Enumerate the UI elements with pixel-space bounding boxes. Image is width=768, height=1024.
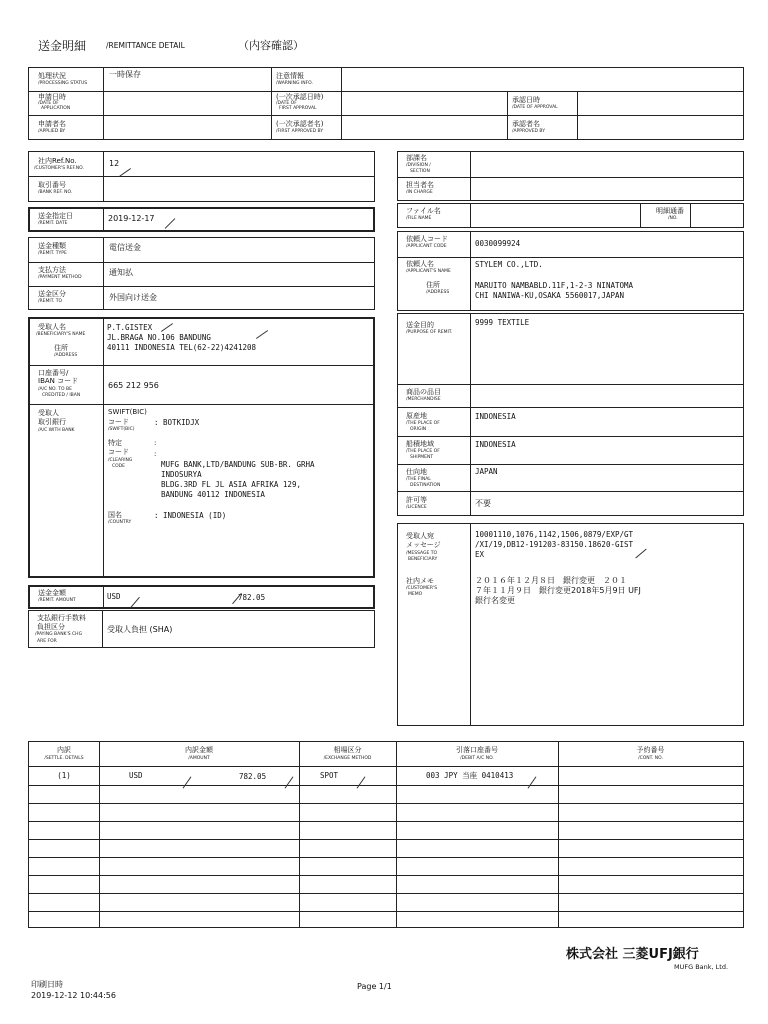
division-label-en2: SECTION [410,169,430,174]
row1-currency: USD [129,771,143,780]
division-label: 部課名 [406,154,427,162]
purpose-label: 送金目的 [406,321,434,329]
date-applied-label-en2: APPLICATION [41,106,71,111]
origin-label-en: /THE PLACE OF [406,421,440,426]
applicant-name-value: STYLEM CO.,LTD. [475,260,543,269]
date-applied-label-en: /DATE OF [38,101,59,106]
applied-by-label-en: /APPLIED BY [38,129,66,134]
row1-debit: 003 JPY 当座 0410413 [426,771,514,780]
file-name-label-en: /FILE NAME [406,216,432,221]
in-charge-label: 担当者名 [406,181,434,189]
purpose-label-en: /PURPOSE OF REMIT. [406,330,453,335]
account-label-en2: CREDITED / IBAN [42,393,81,398]
clearing-label-2: コード [108,448,129,456]
first-approved-by-label: (一次承認者名) [276,120,324,128]
bank-line-1: MUFG BANK,LTD/BANDUNG SUB-BR. GRHA [161,460,315,469]
beneficiary-name-label: 受取人名 [38,323,66,331]
remit-to-value: 外国向け送金 [109,293,157,302]
first-approval-date-label: (一次承認日時) [276,93,324,101]
swift-code-label-en: /SWIFT(BIC) [108,427,135,432]
amount-header-en: /AMOUNT [188,756,210,761]
memo-label-en: /CUSTOMER'S [406,586,438,591]
origin-label: 原産地 [406,412,427,420]
charges-label-2: 負担区分 [37,623,65,631]
first-approval-date-label-en: /DATE OF [276,101,297,106]
row1-detail: (1) [57,771,71,780]
settle-details-header-en: /SETTLE. DETAILS [44,756,84,761]
payment-method-value: 通知払 [109,268,133,277]
warning-info-label: 注意情報 [276,72,304,80]
payment-method-label: 支払方法 [38,266,66,274]
merchandise-label-en: /MERCHANDISE [406,397,441,402]
destination-label-en2: DESTINATION [410,483,441,488]
file-name-label: ファイル名 [406,207,441,215]
division-block [397,151,744,201]
first-approved-by-label-en: /FIRST APPROVED BY [276,129,324,134]
amount-label-en: /REMIT. AMOUNT [38,598,76,603]
remit-type-label: 送金種類 [38,242,66,250]
customer-ref-label-en: /CUSTOMER'S REF.NO. [34,166,84,171]
warning-info-label-en: /WARNING INFO. [276,81,313,86]
first-approval-date-label-en2: FIRST APPROVAL [279,106,317,111]
merchandise-label: 商品の品目 [406,388,441,396]
applicant-code-value: 0030099924 [475,239,521,248]
applicant-address-line-2: CHI NANIWA-KU,OSAKA 5560017,JAPAN [475,291,625,300]
approved-by-label-en: /APPROVED BY [512,129,546,134]
contract-no-header-en: /CONT. NO. [638,756,663,761]
contract-no-header: 予約番号 [636,746,665,754]
licence-label: 許可等 [406,496,427,504]
memo-label-en2: MEMO [408,592,423,597]
applicant-address-label: 住所 [426,281,440,289]
approval-date-label-en: /DATE OF APPROVAL [512,105,558,110]
charges-value: 受取人負担 (SHA) [107,625,173,634]
origin-value: INDONESIA [475,412,516,421]
account-value: 665 212 956 [108,381,159,390]
memo-line-3: 銀行名変更 [475,596,515,605]
bank-label: 受取人 [38,409,59,417]
country-value: : INDONESIA (ID) [154,511,227,520]
purpose-block [397,313,744,516]
clearing-label: 特定 [108,439,122,447]
remit-type-label-en: /REMIT. TYPE [38,251,67,256]
charges-label-en: /PAYING BANK'S CHG [35,632,83,637]
licence-label-en: /LICENCE [406,505,427,510]
account-label-2: IBAN コード [38,377,79,385]
swift-code-value: : BOTKIDJX [154,418,200,427]
shipment-label: 船積地域 [406,440,434,448]
account-label: 口座番号/ [38,369,69,377]
exchange-method-header: 相場区分 [333,746,362,754]
message-line-1: 10001110,1076,1142,1506,0879/EXP/GT [475,530,634,539]
page-title-note: （内容確認） [238,39,304,52]
shipment-label-en2: SHIPMENT [410,455,434,460]
licence-value: 不要 [475,499,491,508]
swift-label: SWIFT(BIC) [108,408,147,416]
remit-date-label-en: /REMIT. DATE [38,221,68,226]
applicant-code-label: 依頼人コード [406,235,448,243]
debit-account-header: 引落口座番号 [456,746,498,754]
bank-name: 株式会社 三菱UFJ銀行 [566,947,699,962]
processing-status-label-en: /PROCESSING STATUS [38,81,88,86]
row1-method: SPOT [320,771,339,780]
detail-no-label: 明細通番 [656,207,684,215]
bank-name-en: MUFG Bank, Ltd. [674,963,729,971]
division-label-en: /DIVISION / [406,163,431,168]
reference-block [28,151,375,202]
beneficiary-line-1: P.T.GISTEX [107,323,153,332]
remit-date-block [28,207,375,232]
amount-label: 送金金額 [38,589,66,597]
remit-date-label: 送金指定日 [38,212,73,220]
shipment-value: INDONESIA [475,440,516,449]
remit-type-value: 電信送金 [109,243,141,252]
applicant-block [397,231,744,311]
account-label-en: /A/C NO. TO BE [38,387,72,392]
bank-ref-label: 取引番号 [38,181,66,189]
approval-date-label: 承認日時 [512,96,540,104]
message-label-en: /MESSAGE TO [406,551,438,556]
amount-header: 内訳金額 [185,746,213,754]
remit-type-block [28,237,375,310]
destination-value: JAPAN [475,467,498,476]
applicant-name-label: 依頼人名 [406,260,434,268]
page-title-en: /REMITTANCE DETAIL [106,41,185,50]
message-line-3: EX [475,550,485,559]
applicant-address-line-1: MARUITO NAMBABLD.11F,1-2-3 NINATOMA [475,281,634,290]
origin-label-en2: ORIGIN [410,427,427,432]
message-label: 受取人宛 [406,532,434,540]
bank-label-2: 取引銀行 [38,418,66,426]
bank-line-4: BANDUNG 40112 INDONESIA [161,490,265,499]
message-block [397,523,744,726]
bank-ref-label-en: /BANK REF. NO. [38,190,73,195]
beneficiary-name-label-en: /BENEFICIARY'S NAME [36,332,86,337]
debit-account-header-en: /DEBIT A/C NO. [460,756,494,761]
clearing-colon: : [154,439,157,447]
country-label: 国名 [108,511,122,519]
message-label-en2: BENEFICIARY [408,557,438,562]
memo-line-2: ７年１１月９日 銀行変更2018年5月9日 UFJ [475,586,641,595]
message-label-2: メッセージ [406,541,441,549]
payment-method-label-en: /PAYMENT METHOD [38,275,82,280]
detail-no-label-en: /NO. [668,216,678,221]
memo-label: 社内メモ [406,577,434,585]
applied-by-label: 申請者名 [38,120,66,128]
beneficiary-line-2: JL.BRAGA NO.106 BANDUNG [107,333,211,342]
settlement-table [28,741,744,928]
swift-code-label: コード [108,418,129,426]
message-line-2: /XI/19,DB12-191203-83150.18620-GIST [475,540,634,549]
charges-label: 支払銀行手数料 [37,614,86,622]
exchange-method-header-en: /EXCHANGE METHOD [323,756,372,761]
bank-line-2: INDOSURYA [161,470,202,479]
shipment-label-en: /THE PLACE OF [406,449,440,454]
beneficiary-line-3: 40111 INDONESIA TEL(62-22)4241208 [107,343,257,352]
applicant-name-label-en: /APPLICANT'S NAME [406,269,451,274]
page-number: Page 1/1 [357,982,392,991]
approved-by-label: 承認者名 [512,120,540,128]
applicant-address-label-en: /ADDRESS [426,290,450,295]
bank-label-en: /A/C WITH BANK [38,428,75,433]
remit-date-value: 2019-12-17 [108,214,155,223]
remit-to-label: 送金区分 [38,290,66,298]
memo-line-1: ２０１６年１２月８日 銀行変更 ２０１ [475,576,627,585]
charges-label-en2: ARE FOR [37,639,57,644]
destination-label-en: /THE FINAL [406,477,431,482]
customer-ref-value: 12 [109,159,120,168]
applicant-code-label-en: /APPLICANT CODE [406,244,447,249]
beneficiary-address-label-en: /ADDRESS [54,353,78,358]
customer-ref-label: 社内Ref.No. [38,157,77,165]
country-label-en: /COUNTRY [108,520,132,525]
remit-to-label-en: /REMIT. TO [38,299,63,304]
beneficiary-address-label: 住所 [54,344,68,352]
destination-label: 仕向地 [406,468,427,476]
row1-amount: 782.05 [239,772,267,781]
print-datetime-label: 印刷日時 [31,980,63,989]
date-applied-label: 申請日時 [38,93,66,101]
bank-line-3: BLDG.3RD FL JL ASIA AFRIKA 129, [161,480,301,489]
clearing-colon-2: : [154,450,157,458]
purpose-value: 9999 TEXTILE [475,318,530,327]
processing-status-label: 処理状況 [38,72,66,80]
top-info-grid [28,67,744,140]
charges-block [28,610,375,648]
settle-details-header: 内訳 [57,746,71,754]
clearing-label-en: /CLEARING [108,458,133,463]
amount-value: 782.05 [238,593,266,602]
beneficiary-block [28,317,375,578]
amount-currency: USD [107,592,121,601]
page-title: 送金明細 [38,39,87,53]
processing-status-value: 一時保存 [109,70,141,79]
print-datetime: 2019-12-12 10:44:56 [31,991,116,1000]
in-charge-label-en: /IN CHARGE [406,190,433,195]
file-name-block [397,203,744,228]
clearing-label-en2: CODE [112,464,125,469]
amount-block [28,585,375,609]
